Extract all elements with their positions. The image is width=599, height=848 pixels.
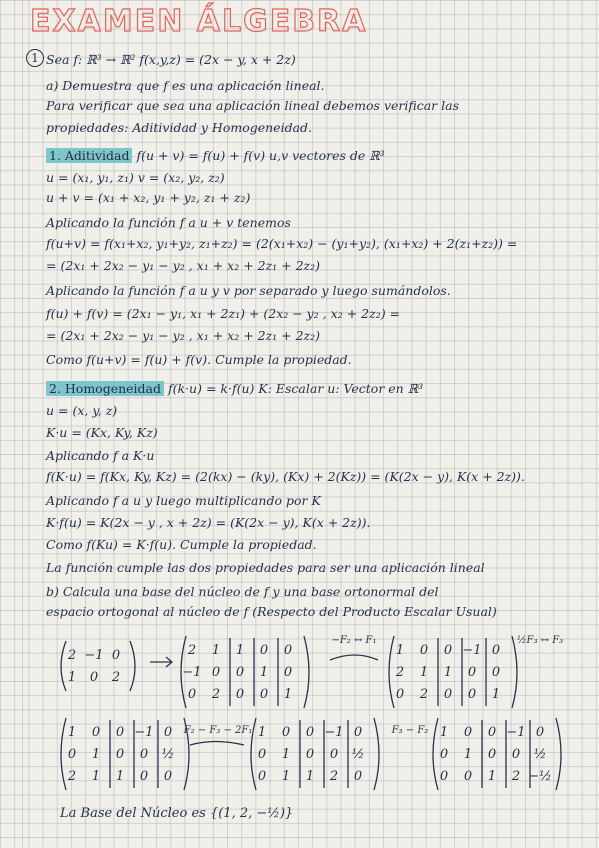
- matrix-e-entry: 0: [329, 747, 339, 762]
- note-text: espacio ortogonal al núcleo de f (Respecto del Producto Escalar Usual): [46, 604, 497, 619]
- matrix-d-left-bracket: [61, 718, 66, 790]
- matrix-c-entry: 0: [467, 665, 477, 680]
- matrix-b-entry: 2: [187, 643, 197, 658]
- matrix-a-right-bracket: [130, 641, 135, 691]
- matrix-f-entry: 0: [511, 747, 521, 762]
- note-text: = (2x₁ + 2x₂ − y₁ − y₂ , x₁ + x₂ + 2z₁ + 2z₂): [46, 258, 321, 273]
- matrix-e-entry: 1: [281, 747, 291, 762]
- matrix-d-entry: 0: [163, 769, 173, 784]
- matrix-f-entry: 0: [463, 769, 473, 784]
- matrix-e-entry: 1: [305, 769, 315, 784]
- matrix-e-entry: 1: [257, 725, 267, 740]
- matrix-d-entry: 1: [115, 769, 125, 784]
- matrix-b-entry: 0: [235, 687, 245, 702]
- matrix-e-entry: 0: [353, 769, 363, 784]
- note-text: f(u+v) = f(x₁+x₂, y₁+y₂, z₁+z₂) = (2(x₁+x₂) − (y₁+y₂), (x₁+x₂) + 2(z₁+z₂)) =: [46, 236, 518, 251]
- matrix-e-entry: 0: [281, 725, 291, 740]
- note-text: Sea f: ℝ³ → ℝ² f(x,y,z) = (2x − y, x + 2z): [46, 52, 296, 67]
- matrix-e-entry: 0: [305, 725, 315, 740]
- matrix-f-entry: −1: [506, 725, 526, 740]
- matrix-d-entry: 0: [115, 747, 125, 762]
- matrix-f-entry: −½: [528, 769, 552, 784]
- row-op-1: −F₂ ↔ F₁: [331, 635, 377, 646]
- note-text: Como f(Ku) = K·f(u). Cumple la propiedad.: [46, 537, 317, 552]
- note-text: Aplicando la función f a u y v por separado y luego sumándolos.: [46, 283, 451, 298]
- matrix-f-entry: 0: [487, 725, 497, 740]
- note-text: Como f(u+v) = f(u) + f(v). Cumple la propiedad.: [46, 352, 352, 367]
- note-text: La función cumple las dos propiedades para ser una aplicación lineal: [46, 560, 485, 575]
- note-text: f(K·u) = f(Kx, Ky, Kz) = (2(kx) − (ky), (Kx) + 2(Kz)) = (K(2x − y), K(x + 2z)).: [46, 469, 525, 484]
- row-op-3: F₂ − F₃ − 2F₁: [183, 725, 253, 736]
- matrix-d-entry: 0: [139, 769, 149, 784]
- note-text: = (2x₁ + 2x₂ − y₁ − y₂ , x₁ + x₂ + 2z₁ + 2z₂): [46, 328, 321, 343]
- row-op-2: ½F₃ ↔ F₃: [516, 635, 564, 646]
- matrix-e-right-bracket: [374, 718, 379, 790]
- matrix-b-entry: 0: [211, 665, 221, 680]
- row-op-1-curve: [330, 655, 378, 660]
- matrix-e-entry: 0: [353, 725, 363, 740]
- matrix-e-entry: ½: [351, 747, 365, 762]
- matrix-f-entry: 0: [487, 747, 497, 762]
- conclusion: La Base del Núcleo es {(1, 2, −½)}: [60, 806, 294, 821]
- matrix-b-entry: −1: [182, 665, 202, 680]
- matrix-d-entry: 0: [67, 747, 77, 762]
- note-text: K·f(u) = K(2x − y , x + 2z) = (K(2x − y), K(x + 2z)).: [46, 515, 371, 530]
- matrix-c-entry: 0: [443, 687, 453, 702]
- matrix-b-entry: 1: [283, 687, 293, 702]
- matrix-b-entry: 0: [283, 643, 293, 658]
- note-text: Aplicando la función f a u + v tenemos: [46, 215, 291, 230]
- matrix-d-entry: 2: [67, 769, 77, 784]
- matrix-c-entry: −1: [462, 643, 482, 658]
- matrix-f-entry: 1: [439, 725, 449, 740]
- matrix-c-entry: 1: [395, 643, 405, 658]
- matrix-a-entry: −1: [84, 648, 104, 663]
- matrix-c-entry: 0: [467, 687, 477, 702]
- matrix-f-entry: 0: [463, 725, 473, 740]
- matrix-f-entry: 1: [487, 769, 497, 784]
- note-text: K·u = (Kx, Ky, Kz): [46, 425, 158, 440]
- matrix-c-entry: 1: [443, 665, 453, 680]
- note-text: u = (x, y, z): [46, 403, 118, 418]
- matrix-d-entry: ½: [161, 747, 175, 762]
- matrix-d-entry: 0: [163, 725, 173, 740]
- matrix-b-entry: 0: [187, 687, 197, 702]
- matrix-d-entry: 1: [91, 769, 101, 784]
- note-text: u = (x₁, y₁, z₁) v = (x₂, y₂, z₂): [46, 170, 225, 185]
- note-text: a) Demuestra que f es una aplicación lineal.: [46, 78, 325, 93]
- note-text: Aplicando f a u y luego multiplicando por K: [46, 493, 321, 508]
- arrow: [150, 657, 172, 667]
- matrix-c-entry: 1: [419, 665, 429, 680]
- matrix-c-entry: 2: [419, 687, 429, 702]
- matrix-f-entry: ½: [533, 747, 547, 762]
- matrix-b-entry: 1: [211, 643, 221, 658]
- matrix-c-right-bracket: [512, 636, 517, 708]
- note-text: b) Calcula una base del núcleo de f y una base ortonormal del: [46, 584, 439, 599]
- section-label: 2. Homogeneidad: [46, 381, 164, 396]
- matrix-d-entry: 0: [115, 725, 125, 740]
- note-text: f(u + v) = f(u) + f(v) u,v vectores de ℝ³: [136, 148, 385, 163]
- matrix-b-entry: 0: [259, 687, 269, 702]
- matrix-e-entry: 1: [281, 769, 291, 784]
- note-text: f(k·u) = k·f(u) K: Escalar u: Vector en ℝ³: [168, 381, 424, 396]
- matrix-a-entry: 2: [111, 670, 121, 685]
- matrix-a-entry: 0: [111, 648, 121, 663]
- matrix-f-entry: 2: [511, 769, 521, 784]
- page-title: EXAMEN ÁLGEBRA: [30, 4, 368, 39]
- matrix-c-entry: 0: [443, 643, 453, 658]
- matrix-f-entry: 1: [463, 747, 473, 762]
- matrix-b-entry: 0: [235, 665, 245, 680]
- matrix-d-entry: 0: [91, 725, 101, 740]
- matrix-f-entry: 0: [439, 769, 449, 784]
- matrix-d-entry: 0: [139, 747, 149, 762]
- row-op-4: F₃ − F₂: [391, 725, 429, 736]
- matrix-c-entry: 0: [419, 643, 429, 658]
- matrix-b-entry: 2: [211, 687, 221, 702]
- matrix-a-left-bracket: [61, 641, 66, 691]
- note-text: u + v = (x₁ + x₂, y₁ + y₂, z₁ + z₂): [46, 190, 251, 205]
- section-label: 1. Aditividad: [46, 148, 132, 163]
- matrix-a-entry: 1: [67, 670, 77, 685]
- matrix-c-entry: 1: [491, 687, 501, 702]
- matrix-b-entry: 1: [235, 643, 245, 658]
- row-op-3-curve: [190, 742, 244, 746]
- matrix-b-entry: 1: [259, 665, 269, 680]
- matrix-a-entry: 0: [89, 670, 99, 685]
- matrix-a-entry: 2: [67, 648, 77, 663]
- matrix-f-right-bracket: [556, 718, 561, 790]
- matrix-c-entry: 2: [395, 665, 405, 680]
- matrix-f-entry: 0: [439, 747, 449, 762]
- note-text: propiedades: Aditividad y Homogeneidad.: [46, 120, 313, 135]
- matrix-b-entry: 0: [259, 643, 269, 658]
- matrix-f-entry: 0: [535, 725, 545, 740]
- matrix-e-entry: 0: [257, 769, 267, 784]
- note-text: Para verificar que sea una aplicación lineal debemos verificar las: [46, 98, 459, 113]
- note-text: f(u) + f(v) = (2x₁ − y₁, x₁ + 2z₁) + (2x₂ − y₂ , x₂ + 2z₂) =: [46, 306, 401, 321]
- matrix-e-entry: 0: [257, 747, 267, 762]
- matrix-b-entry: 0: [283, 665, 293, 680]
- matrix-e-entry: 0: [305, 747, 315, 762]
- note-text: Aplicando f a K·u: [46, 448, 155, 463]
- matrix-c-entry: 0: [491, 665, 501, 680]
- matrix-d-entry: 1: [67, 725, 77, 740]
- matrix-e-entry: −1: [324, 725, 344, 740]
- matrix-c-entry: 0: [395, 687, 405, 702]
- matrix-b-right-bracket: [304, 636, 309, 708]
- matrix-f-left-bracket: [433, 718, 438, 790]
- matrix-e-entry: 2: [329, 769, 339, 784]
- matrix-c-left-bracket: [389, 636, 394, 708]
- matrix-c-entry: 0: [491, 643, 501, 658]
- matrix-d-entry: −1: [134, 725, 154, 740]
- matrix-d-entry: 1: [91, 747, 101, 762]
- problem-number: 1: [26, 49, 44, 67]
